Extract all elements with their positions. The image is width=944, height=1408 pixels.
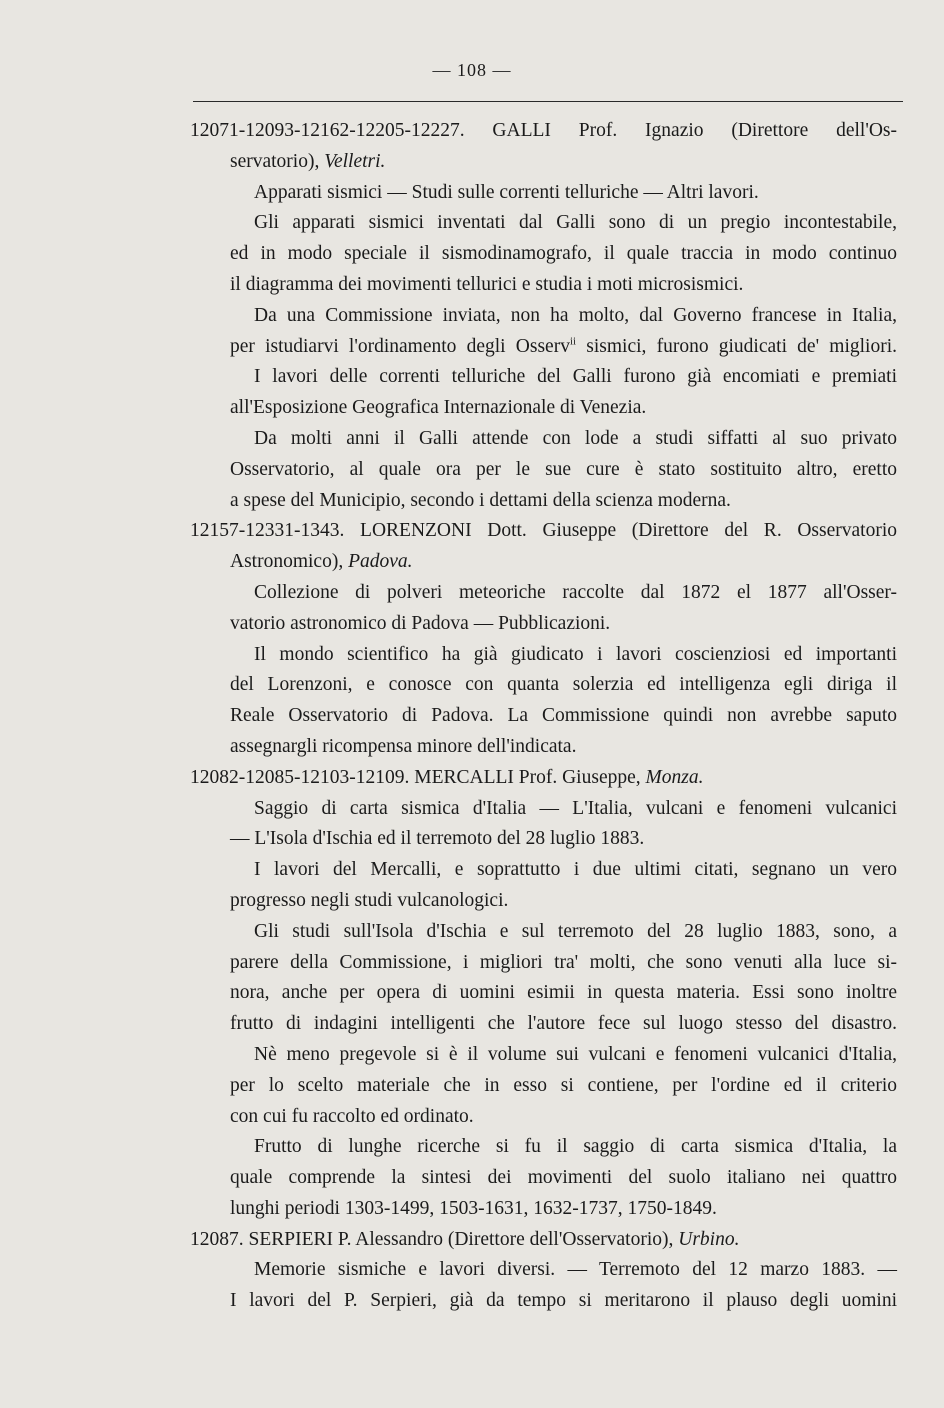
text-line: Osservatorio, al quale ora per le sue cure è stato sostituito altro, eretto — [230, 458, 897, 480]
entry-serpieri-heading: 12087. SERPIERI P. Alessandro (Direttore dell'Osservatorio), Urbino. — [190, 1228, 740, 1250]
text-line: Il mondo scientifico ha già giudicato i lavori coscienziosi ed importanti — [254, 643, 897, 665]
text-line: I lavori del P. Serpieri, già da tempo si meritarono il plauso degli uomini — [230, 1290, 897, 1312]
text-line: lunghi periodi 1303-1499, 1503-1631, 1632-1737, 1750-1849. — [230, 1197, 717, 1219]
location-monza: Monza. — [645, 766, 704, 788]
entry-lorenzoni-location: Astronomico), Padova. — [230, 551, 413, 573]
text-line: Gli studi sull'Isola d'Ischia e sul terremoto del 28 luglio 1883, sono, a — [254, 920, 897, 942]
text-line: a spese del Municipio, secondo i dettami della scienza moderna. — [230, 489, 731, 511]
entry-mercalli-heading: 12082-12085-12103-12109. MERCALLI Prof. Giuseppe, Monza. — [190, 766, 704, 788]
text-line: Da molti anni il Galli attende con lode a studi siffatti al suo privato — [254, 427, 897, 449]
text-line: con cui fu raccolto ed ordinato. — [230, 1105, 474, 1127]
header-rule — [193, 101, 903, 102]
text-line: del Lorenzoni, e conosce con quanta solerzia ed intelligenza egli diriga il — [230, 674, 897, 696]
body-text — [190, 116, 897, 1317]
text-line: quale comprende la sintesi dei movimenti del suolo italiano nei quattro — [230, 1167, 897, 1189]
text-line: per istudiarvi l'ordinamento degli Osserv$^{ii}$ sismici, furono giudicati de' migliori. — [230, 335, 897, 357]
location-padova: Padova. — [348, 551, 413, 573]
text-line: ed in modo speciale il sismodinamografo, il quale traccia in modo continuo — [230, 243, 897, 265]
entry-lorenzoni-heading: 12157-12331-1343. LORENZONI Dott. Giuseppe (Direttore del R. Osservatorio — [190, 520, 897, 542]
text-line: vatorio astronomico di Padova — Pubblicazioni. — [230, 612, 611, 634]
entry-mercalli-works: Saggio di carta sismica d'Italia — L'Italia, vulcani e fenomeni vulcanici — [254, 797, 897, 819]
text-line: — L'Isola d'Ischia ed il terremoto del 28 luglio 1883. — [230, 828, 645, 850]
text-line: all'Esposizione Geografica Internazionale di Venezia. — [230, 397, 647, 419]
entry-lorenzoni-works: Collezione di polveri meteoriche raccolte dal 1872 el 1877 all'Osser- — [254, 581, 897, 603]
text-line: Nè meno pregevole si è il volume sui vulcani e fenomeni vulcanici d'Italia, — [254, 1043, 897, 1065]
text-line: I lavori delle correnti telluriche del Galli furono già encomiati e premiati — [254, 366, 897, 388]
entry-galli-works: Apparati sismici — Studi sulle correnti telluriche — Altri lavori. — [254, 181, 759, 203]
location-urbino: Urbino. — [678, 1228, 740, 1250]
text-line: I lavori del Mercalli, e soprattutto i due ultimi citati, segnano un vero — [254, 859, 897, 881]
location-velletri: Velletri. — [324, 150, 386, 172]
page-number: — 108 — — [432, 60, 512, 80]
text-line: il diagramma dei movimenti tellurici e studia i moti microsismici. — [230, 273, 744, 295]
entry-galli-heading: 12071-12093-12162-12205-12227. GALLI Prof. Ignazio (Direttore dell'Os- — [190, 120, 897, 141]
text-line: per lo scelto materiale che in esso si contiene, per l'ordine ed il criterio — [230, 1074, 897, 1096]
text-line: assegnargli ricompensa minore dell'indicata. — [230, 735, 577, 757]
text-line: parere della Commissione, i migliori tra' molti, che sono venuti alla luce si- — [230, 951, 897, 973]
text-line: progresso negli studi vulcanologici. — [230, 889, 509, 911]
text-line: Da una Commissione inviata, non ha molto, dal Governo francese in Italia, — [254, 304, 897, 326]
entry-galli-location: servatorio), Velletri. — [230, 150, 386, 172]
text-line: nora, anche per opera di uomini esimii in questa materia. Essi sono inoltre — [230, 982, 897, 1004]
text-line: Gli apparati sismici inventati dal Galli sono di un pregio incontestabile, — [254, 212, 897, 234]
entry-serpieri-works: Memorie sismiche e lavori diversi. — Terremoto del 12 marzo 1883. — — [254, 1259, 897, 1281]
text-line: Reale Osservatorio di Padova. La Commissione quindi non avrebbe saputo — [230, 705, 897, 727]
text-line: Frutto di lunghe ricerche si fu il saggio di carta sismica d'Italia, la — [254, 1136, 897, 1158]
text-line: frutto di indagini intelligenti che l'autore fece sul luogo stesso del disastro. — [230, 1013, 897, 1035]
